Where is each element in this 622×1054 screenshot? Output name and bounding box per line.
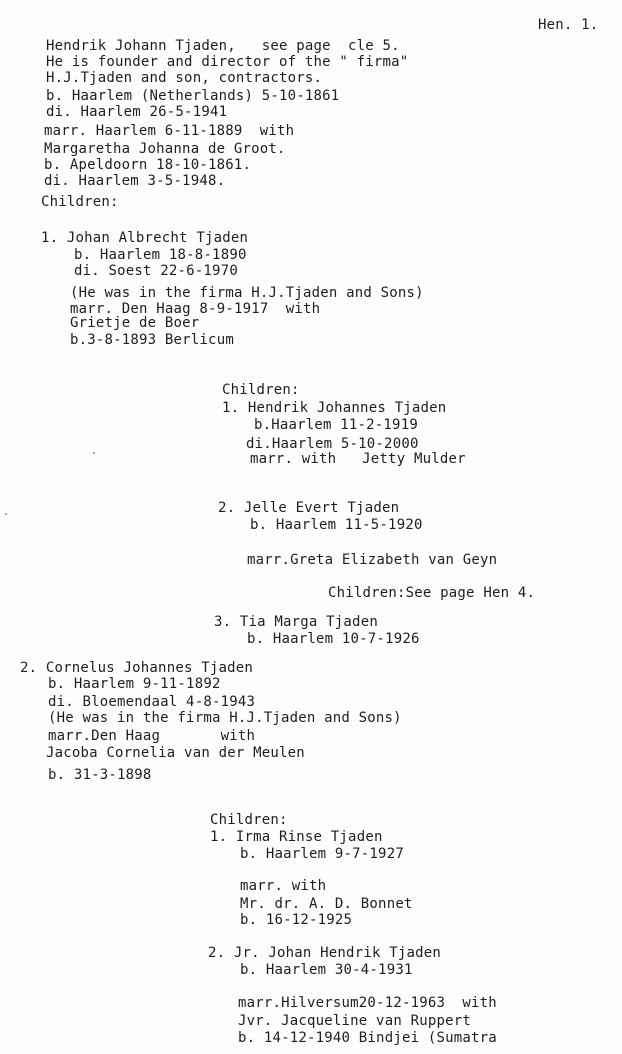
child-entry-title: 2. Cornelus Johannes Tjaden bbox=[20, 660, 253, 676]
header-line: He is founder and director of the " firma" bbox=[46, 54, 409, 70]
child-entry-line: di. Bloemendaal 4-8-1943 bbox=[48, 694, 256, 710]
child-entry-line: b.3-8-1893 Berlicum bbox=[70, 332, 234, 348]
child-entry-line: Jacoba Cornelia van der Meulen bbox=[46, 745, 305, 761]
grandchild-line: marr.Greta Elizabeth van Geyn bbox=[247, 552, 498, 568]
header-line: di. Haarlem 3-5-1948. bbox=[44, 173, 226, 189]
grandchild-line: b. 14-12-1940 Bindjei (Sumatra bbox=[238, 1030, 497, 1046]
header-line: b. Haarlem (Netherlands) 5-10-1861 bbox=[46, 88, 340, 104]
page-reference: Hen. 1. bbox=[538, 17, 599, 33]
header-line: di. Haarlem 26-5-1941 bbox=[46, 104, 228, 120]
header-line: H.J.Tjaden and son, contractors. bbox=[46, 70, 323, 86]
grandchild-title: 2. Jr. Johan Hendrik Tjaden bbox=[208, 945, 441, 961]
grandchild-line: b.Haarlem 11-2-1919 bbox=[254, 417, 418, 433]
paper-speck bbox=[5, 513, 7, 515]
grandchild-line: b. Haarlem 30-4-1931 bbox=[240, 962, 413, 978]
grandchild-title: 3. Tia Marga Tjaden bbox=[214, 614, 378, 630]
grandchild-line: Jvr. Jacqueline van Ruppert bbox=[238, 1013, 471, 1029]
header-line: marr. Haarlem 6-11-1889 with bbox=[44, 123, 295, 139]
child-entry-title: 1. Johan Albrecht Tjaden bbox=[41, 230, 249, 246]
child-entry-line: (He was in the firma H.J.Tjaden and Sons) bbox=[48, 710, 402, 726]
grandchild-line: b. Haarlem 10-7-1926 bbox=[247, 631, 420, 647]
children-heading: Children: bbox=[41, 194, 119, 210]
grandchild-line: b. Haarlem 11-5-1920 bbox=[250, 517, 423, 533]
child-entry-line: Grietje de Boer bbox=[70, 315, 200, 331]
grandchild-line: di.Haarlem 5-10-2000 bbox=[246, 436, 419, 452]
child-entry-line: marr.Den Haag with bbox=[48, 728, 256, 744]
header-line: b. Apeldoorn 18-10-1861. bbox=[44, 157, 252, 173]
grandchild-line: b. 16-12-1925 bbox=[240, 912, 353, 928]
child-entry-line: marr. Den Haag 8-9-1917 with bbox=[70, 301, 321, 317]
child-entry-line: b. Haarlem 9-11-1892 bbox=[48, 676, 221, 692]
grandchild-title: 2. Jelle Evert Tjaden bbox=[218, 500, 400, 516]
grandchild-line: marr. with Jetty Mulder bbox=[250, 451, 466, 467]
grandchild-line: marr. with bbox=[240, 878, 327, 894]
child-entry-line: (He was in the firma H.J.Tjaden and Sons) bbox=[70, 285, 424, 301]
grandchild-line: marr.Hilversum20-12-1963 with bbox=[238, 995, 497, 1011]
grandchildren-heading: Children: bbox=[210, 812, 288, 828]
header-line: Margaretha Johanna de Groot. bbox=[44, 141, 286, 157]
grandchild-title: 1. Irma Rinse Tjaden bbox=[210, 829, 383, 845]
child-entry-line: di. Soest 22-6-1970 bbox=[74, 263, 238, 279]
paper-speck bbox=[93, 452, 95, 454]
grandchildren-heading: Children: bbox=[222, 382, 300, 398]
grandchild-line: Mr. dr. A. D. Bonnet bbox=[240, 896, 413, 912]
header-line: Hendrik Johann Tjaden, see page cle 5. bbox=[46, 38, 400, 54]
child-entry-line: b. 31-3-1898 bbox=[48, 767, 152, 783]
grandchild-title: 1. Hendrik Johannes Tjaden bbox=[222, 400, 447, 416]
grandchild-line: Children:See page Hen 4. bbox=[328, 585, 536, 601]
grandchild-line: b. Haarlem 9-7-1927 bbox=[240, 846, 404, 862]
child-entry-line: b. Haarlem 18-8-1890 bbox=[74, 247, 247, 263]
